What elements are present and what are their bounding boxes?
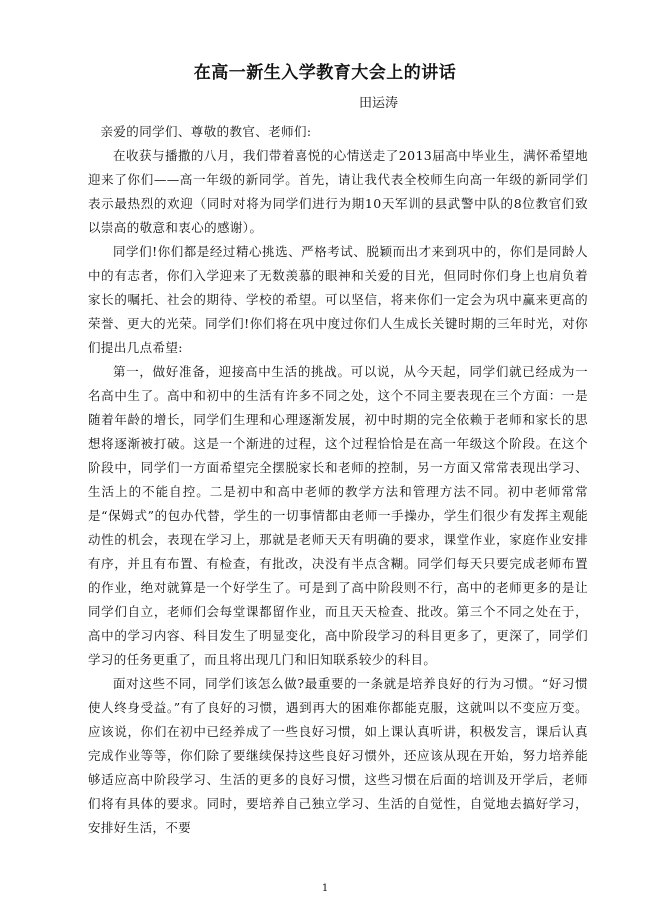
document-title: 在高一新生入学教育大会上的讲话 bbox=[193, 63, 457, 83]
paragraph: 同学们!你们都是经过精心挑选、严格考试、脱颖而出才来到巩中的，你们是同龄人中的有志者，你们入学迎来了无数羡慕的眼神和关爱的目光，但同时你们身上也肩负着家长的嘱托、社会的期待、学校的希望。可以坚信，将来你们一定会为巩中赢来更高的荣誉、更大的光荣。同学们!你们将在巩中度过你们人生成长关键时期的三年时光，对你们提出几点希望: bbox=[88, 244, 588, 355]
document-body bbox=[88, 120, 588, 840]
salutation: 亲爱的同学们、尊敬的教官、老师们: bbox=[100, 124, 312, 139]
paragraph: 第一，做好准备，迎接高中生活的挑战。可以说，从今天起，同学们就已经成为一名高中生了。高中和初中的生活有许多不同之处，这个不同主要表现在三个方面：一是随着年龄的增长，同学们生理和心理逐渐发展，初中时期的完全依赖于老师和家长的思想将逐渐被打破。这是一个渐进的过程，这个过程恰恰是在高一年级这个阶段。在这个阶段中，同学们一方面希望完全摆脱家长和老师的控制，另一方面又常常表现出学习、生活上的不能自控。二是初中和高中老师的教学方法和管理方法不同。初中老师常常是“保姆式”的包办代替，学生的一切事情都由老师一手操办，学生们很少有发挥主观能动性的机会，表现在学习上，那就是老师天天有明确的要求，课堂作业，家庭作业安排有序，并且有布置、有检查，有批改，决没有半点含糊。同学们每天只要完成老师布置的作业，绝对就算是一个好学生了。可是到了高中阶段则不行，高中的老师更多的是让同学们自立，老师们会每堂课都留作业，而且天天检查、批改。第三个不同之处在于，高中的学习内容、科目发生了明显变化，高中阶段学习的科目更多了，更深了，同学们学习的任务更重了，而且将出现几门和旧知联系较少的科目。 bbox=[88, 364, 588, 667]
author-name: 田运涛 bbox=[359, 96, 399, 111]
paragraph: 面对这些不同，同学们该怎么做?最重要的一条就是培养良好的行为习惯。“好习惯使人终身受益。”有了良好的习惯，遇到再大的困难你都能克服，这就叫以不变应万变。应该说，你们在初中已经养成了一些良好习惯，如上课认真听讲，积极发言，课后认真完成作业等等，你们除了要继续保持这些良好习惯外，还应该从现在开始，努力培养能够适应高中阶段学习、生活的更多的良好习惯，这些习惯在后面的培训及开学后，老师们将有具体的要求。同时，要培养自己独立学习、生活的自觉性，自觉地去搞好学习，安排好生活，不要 bbox=[88, 676, 588, 835]
page-number: 1 bbox=[321, 883, 329, 894]
paragraph: 在收获与播撒的八月，我们带着喜悦的心情送走了2013届高中毕业生，满怀希望地迎来了你们——高一年级的新同学。首先，请让我代表全校师生向高一年级的新同学们表示最热烈的欢迎（同时对将为同学们进行为期10天军训的县武警中队的8位教官们致以崇高的敬意和衷心的感谢）。 bbox=[88, 148, 588, 235]
